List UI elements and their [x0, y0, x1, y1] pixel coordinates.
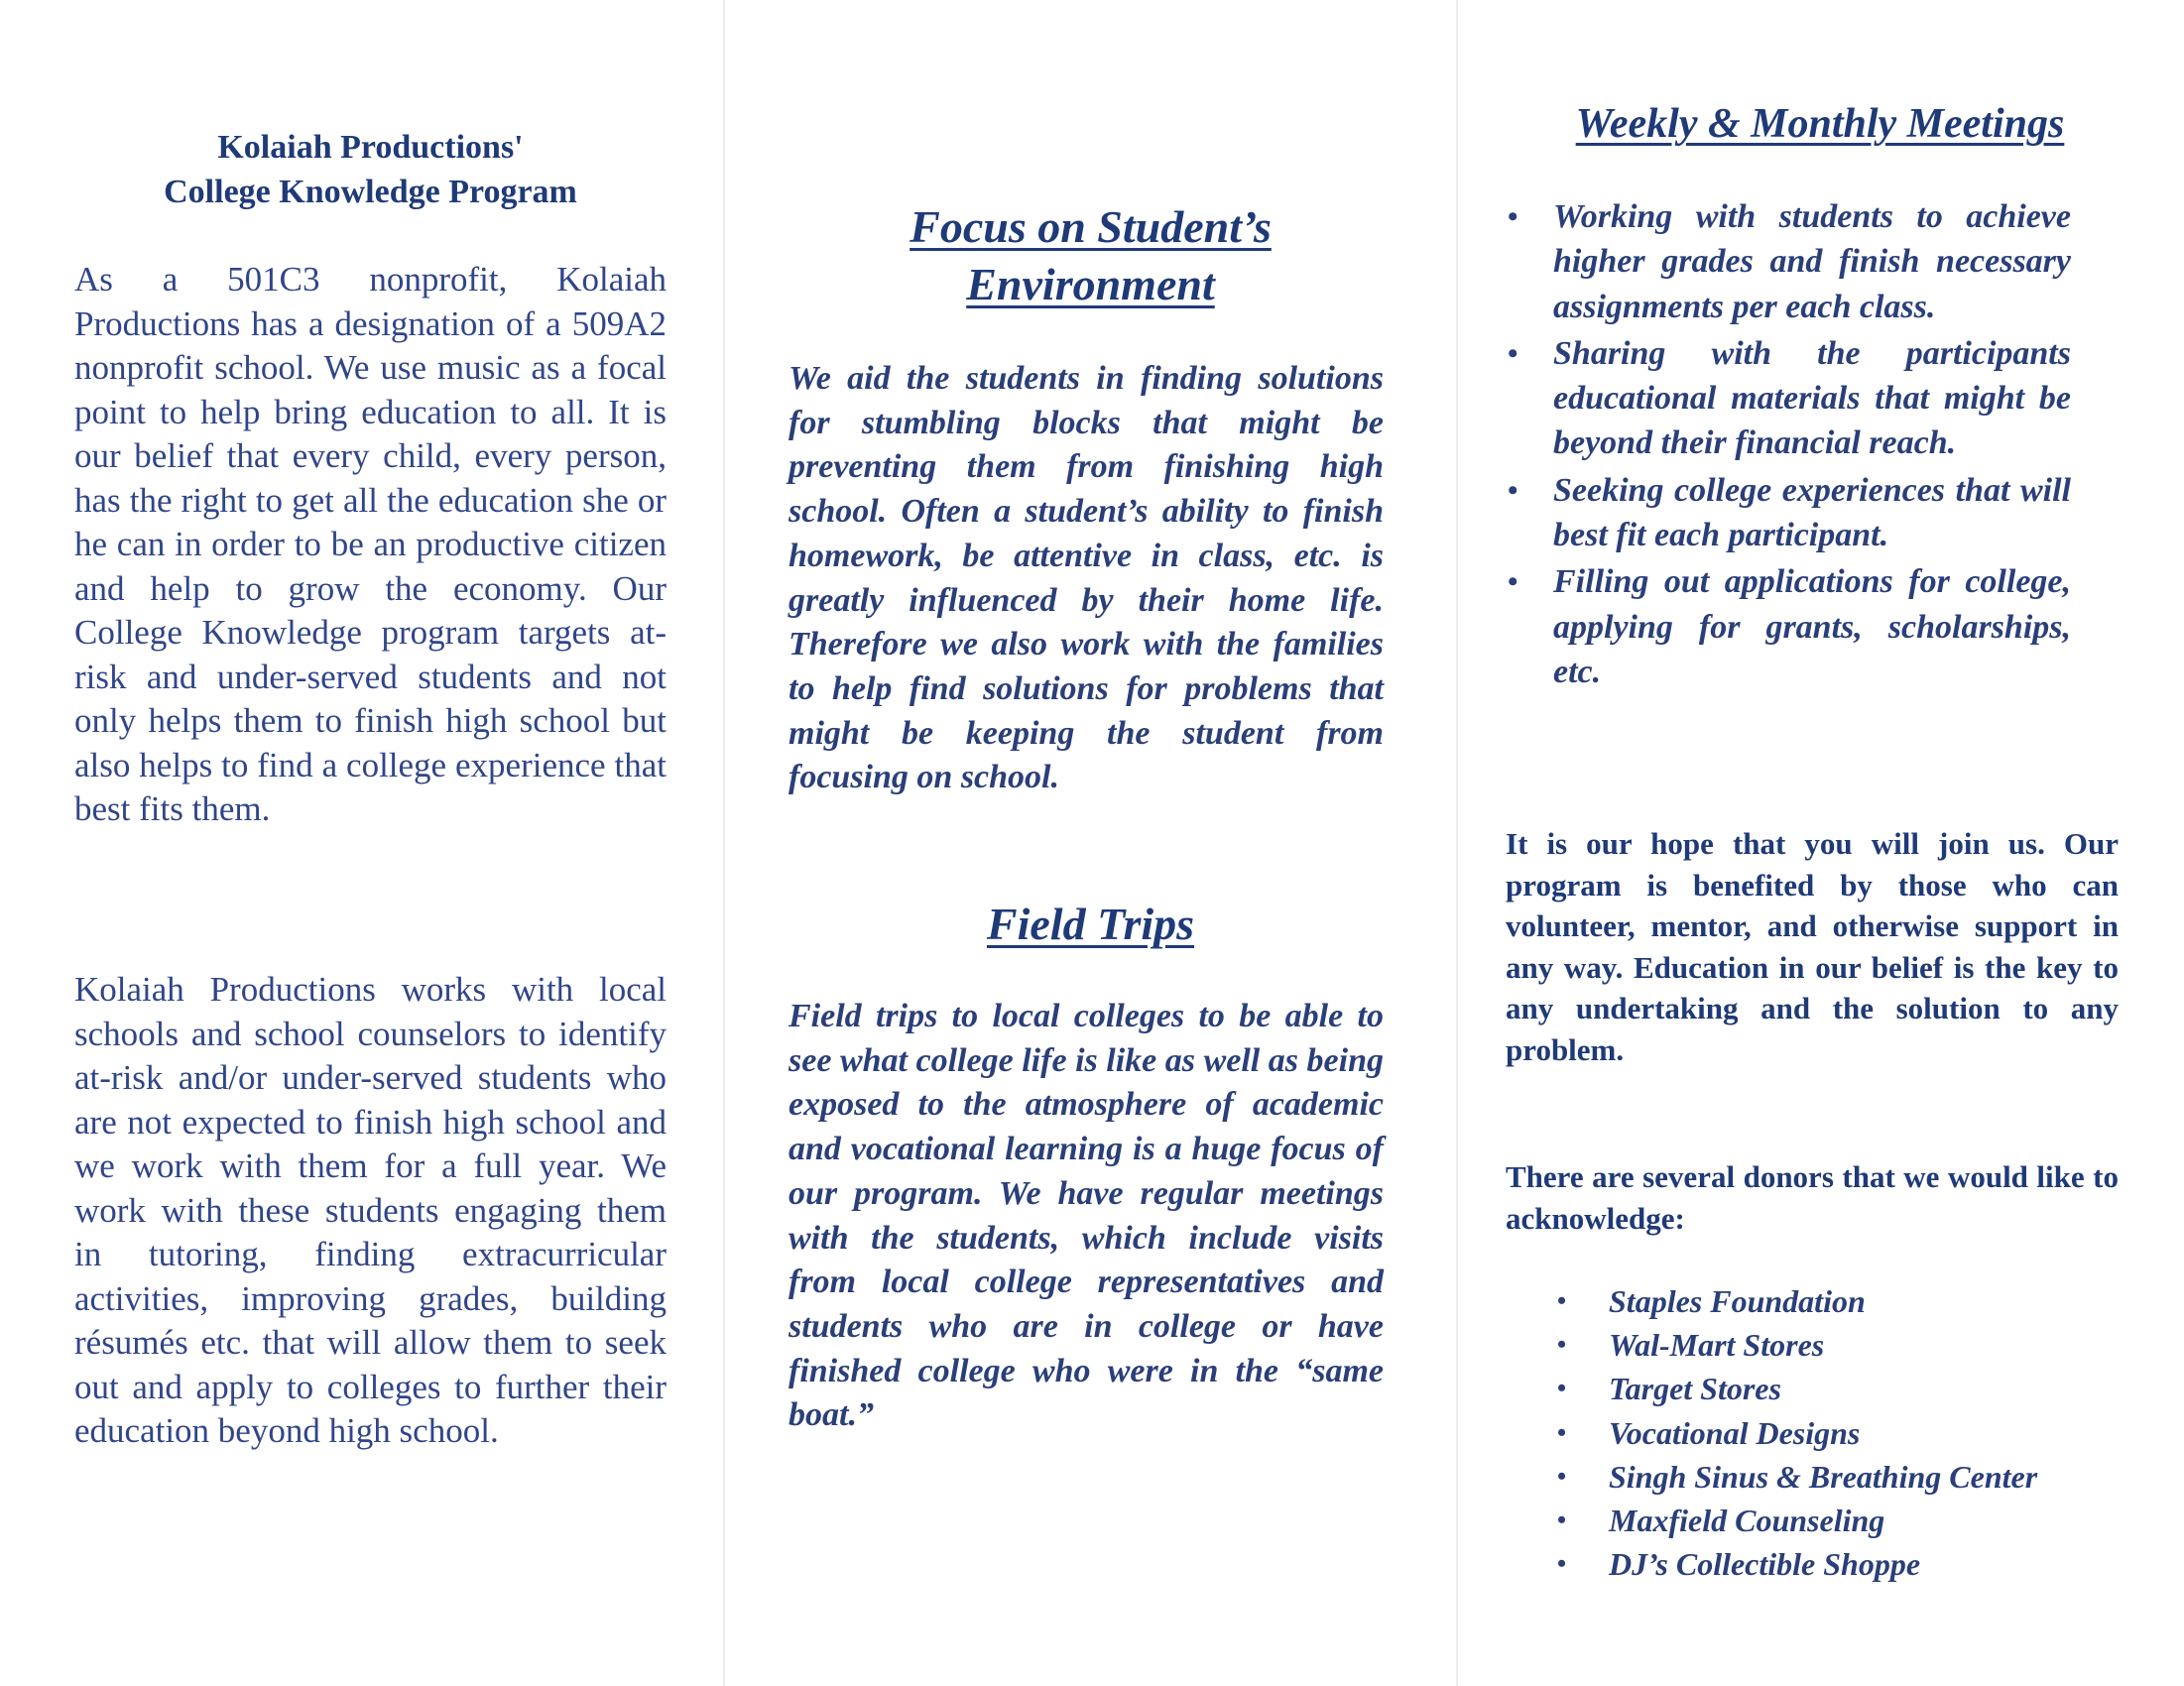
list-item: • Working with students to achieve higher grades and finish necessary assignments per each class.: [1506, 194, 2071, 329]
focus-heading: [785, 198, 1396, 313]
list-item: • Vocational Designs: [1557, 1411, 2037, 1455]
bullet-dot-icon: •: [1557, 1505, 1567, 1535]
program-title: [74, 125, 667, 214]
panel-middle: [725, 0, 1456, 1686]
list-item: • Singh Sinus & Breathing Center: [1557, 1455, 2037, 1499]
bullet-dot-icon: •: [1557, 1417, 1567, 1447]
list-item: • Seeking college experiences that will best fit each participant.: [1506, 468, 2071, 558]
focus-paragraph: We aid the students in finding solutions for stumbling blocks that might be preventing them from finishing high school. Often a student’s ability to finish homework, be attentive in class, etc. is greatly influenced by their home life. Therefore we also work with the families to help find solutions for problems that might be keeping the student from focusing on school.: [789, 360, 1384, 796]
bullet-dot-icon: •: [1508, 336, 1518, 370]
list-item: • Target Stores: [1557, 1367, 2037, 1410]
program-paragraph: Kolaiah Productions works with local schools and school counselors to identify at-risk and/or under-served students who are not expected to finish high school and we work with them for a full year. We work with these students engaging them in tutoring, finding extracurricular activities, improving grades, building résumés etc. that will allow them to seek out and apply to colleges to further their education beyond high school.: [74, 970, 667, 1450]
list-item: • Filling out applications for college, applying for grants, scholarships, etc.: [1506, 559, 2071, 694]
list-item: • Maxfield Counseling: [1557, 1499, 2037, 1542]
field-trips-heading: Field Trips: [986, 899, 1195, 949]
bullet-dot-icon: •: [1508, 200, 1518, 233]
bullet-dot-icon: •: [1557, 1374, 1567, 1403]
program-title-line2: College Knowledge Program: [164, 174, 577, 210]
panel-left: [0, 0, 723, 1686]
intro-paragraph: As a 501C3 nonprofit, Kolaiah Productions has a designation of a 509A2 nonprofit school. We use music as a focal point to help bring education to all. It is our belief that every child, every person, has the right to get all the education she or he can in order to be an productive citizen and help to grow the economy. Our College Knowledge program targets at-risk and under-served students and not only helps them to finish high school but also helps to find a college experience that best fits them.: [74, 260, 667, 828]
bullet-dot-icon: •: [1508, 473, 1518, 507]
panel-right: [1458, 0, 2184, 1686]
meetings-list: [1506, 194, 2071, 696]
focus-heading-line2: Environment: [966, 259, 1215, 309]
bullet-dot-icon: •: [1557, 1549, 1567, 1579]
list-item: • DJ’s Collectible Shoppe: [1557, 1542, 2037, 1586]
hope-paragraph: It is our hope that you will join us. Our program is benefited by those who can volunteer, mentor, and otherwise support in any way. Education in our belief is the key to any undertaking and the solution to any problem.: [1506, 826, 2119, 1067]
list-item: • Staples Foundation: [1557, 1279, 2037, 1323]
program-title-line1: Kolaiah Productions': [217, 129, 524, 166]
list-item: • Sharing with the participants educational materials that might be beyond their financial reach.: [1506, 331, 2071, 466]
donors-list: [1557, 1279, 2037, 1586]
bullet-dot-icon: •: [1508, 565, 1518, 599]
donors-intro: There are several donors that we would like to acknowledge:: [1506, 1159, 2119, 1236]
bullet-dot-icon: •: [1557, 1286, 1567, 1315]
field-trips-paragraph: Field trips to local colleges to be able to see what college life is like as well as being exposed to the atmosphere of academic and vocational learning is a huge focus of our program. We have regular meetings with the students, which include visits from local college representatives and students who are in college or have finished college who were in the “same boat.”: [789, 998, 1384, 1434]
bullet-dot-icon: •: [1557, 1461, 1567, 1491]
list-item: • Wal-Mart Stores: [1557, 1323, 2037, 1367]
meetings-heading: Weekly & Monthly Meetings: [1575, 101, 2065, 147]
bullet-dot-icon: •: [1557, 1330, 1567, 1360]
focus-heading-line1: Focus on Student’s: [910, 201, 1272, 252]
